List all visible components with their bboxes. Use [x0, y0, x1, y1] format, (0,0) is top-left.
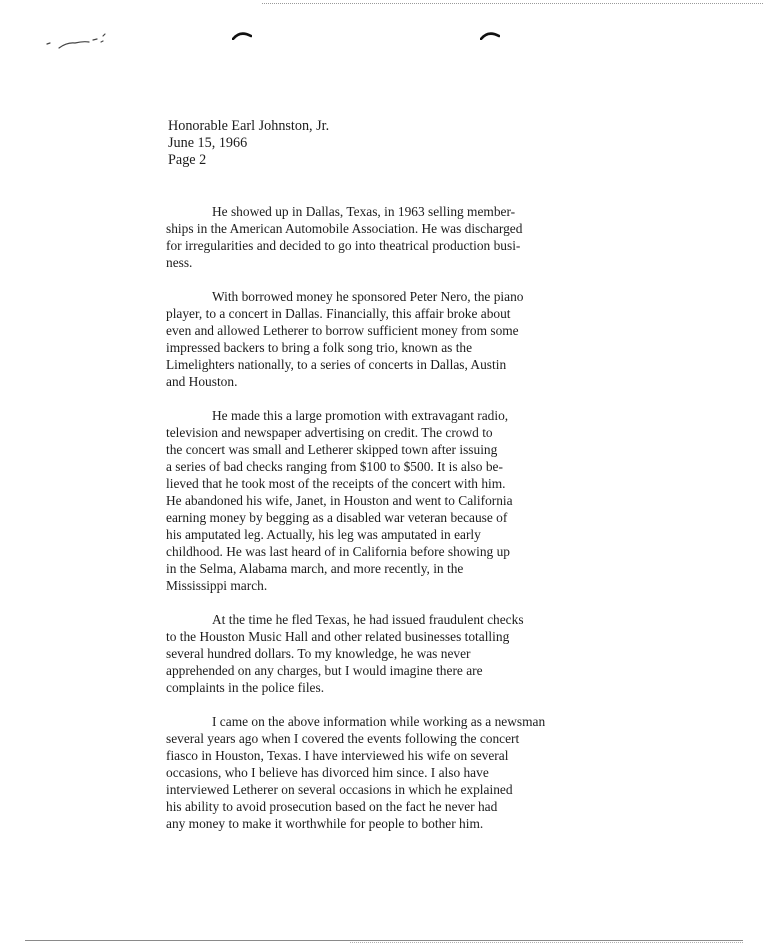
text-line: complaints in the police files. — [166, 680, 325, 695]
text-line: He abandoned his wife, Janet, in Houston and went to California — [166, 493, 513, 508]
paragraph — [166, 611, 686, 696]
text-line: his amputated leg. Actually, his leg was amputated in early — [166, 527, 481, 542]
text-line: and Houston. — [166, 374, 238, 389]
text-line: I came on the above information while working as a newsman — [212, 714, 546, 729]
text-line: Limelighters nationally, to a series of concerts in Dallas, Austin — [166, 357, 507, 372]
text-line: apprehended on any charges, but I would imagine there are — [166, 663, 483, 678]
text-line: lieved that he took most of the receipts of the concert with him. — [166, 476, 506, 491]
bottom-edge-dotted-line — [350, 942, 743, 943]
text-line: ships in the American Automobile Association. He was discharged — [166, 221, 523, 236]
text-line: impressed backers to bring a folk song trio, known as the — [166, 340, 473, 355]
text-line: He showed up in Dallas, Texas, in 1963 selling member- — [212, 204, 516, 219]
handwritten-mark — [45, 30, 115, 54]
addressee: Honorable Earl Johnston, Jr. — [168, 118, 330, 134]
text-line: occasions, who I believe has divorced him since. I also have — [166, 765, 489, 780]
paragraph — [166, 203, 686, 271]
text-line: With borrowed money he sponsored Peter Nero, the piano — [212, 289, 524, 304]
text-line: player, to a concert in Dallas. Financially, this affair broke about — [166, 306, 511, 321]
page-number: Page 2 — [168, 152, 207, 168]
punch-mark-right — [480, 30, 500, 40]
text-line: any money to make it worthwhile for people to bother him. — [166, 816, 484, 831]
punch-mark-left — [232, 30, 252, 40]
paragraph — [166, 288, 686, 390]
text-line: to the Houston Music Hall and other related businesses totalling — [166, 629, 510, 644]
letter-body — [166, 203, 686, 849]
paragraph — [166, 713, 686, 832]
text-line: He made this a large promotion with extravagant radio, — [212, 408, 509, 423]
text-line: interviewed Letherer on several occasions in which he explained — [166, 782, 513, 797]
text-line: in the Selma, Alabama march, and more recently, in the — [166, 561, 464, 576]
text-line: even and allowed Letherer to borrow sufficient money from some — [166, 323, 519, 338]
text-line: the concert was small and Letherer skipped town after issuing — [166, 442, 498, 457]
text-line: At the time he fled Texas, he had issued fraudulent checks — [212, 612, 524, 627]
text-line: childhood. He was last heard of in California before showing up — [166, 544, 510, 559]
text-line: for irregularities and decided to go into theatrical production busi- — [166, 238, 521, 253]
text-line: several hundred dollars. To my knowledge, he was never — [166, 646, 471, 661]
text-line: television and newspaper advertising on credit. The crowd to — [166, 425, 493, 440]
text-line: his ability to avoid prosecution based on the fact he never had — [166, 799, 498, 814]
text-line: a series of bad checks ranging from $100 to $500. It is also be- — [166, 459, 503, 474]
text-line: fiasco in Houston, Texas. I have interviewed his wife on several — [166, 748, 509, 763]
text-line: ness. — [166, 255, 193, 270]
letter-date: June 15, 1966 — [168, 135, 248, 151]
top-edge-dotted-line — [262, 3, 763, 4]
text-line: Mississippi march. — [166, 578, 268, 593]
paragraph — [166, 407, 686, 594]
text-line: earning money by begging as a disabled war veteran because of — [166, 510, 508, 525]
text-line: several years ago when I covered the events following the concert — [166, 731, 520, 746]
letter-heading — [168, 118, 329, 169]
bottom-edge-line — [25, 940, 743, 941]
